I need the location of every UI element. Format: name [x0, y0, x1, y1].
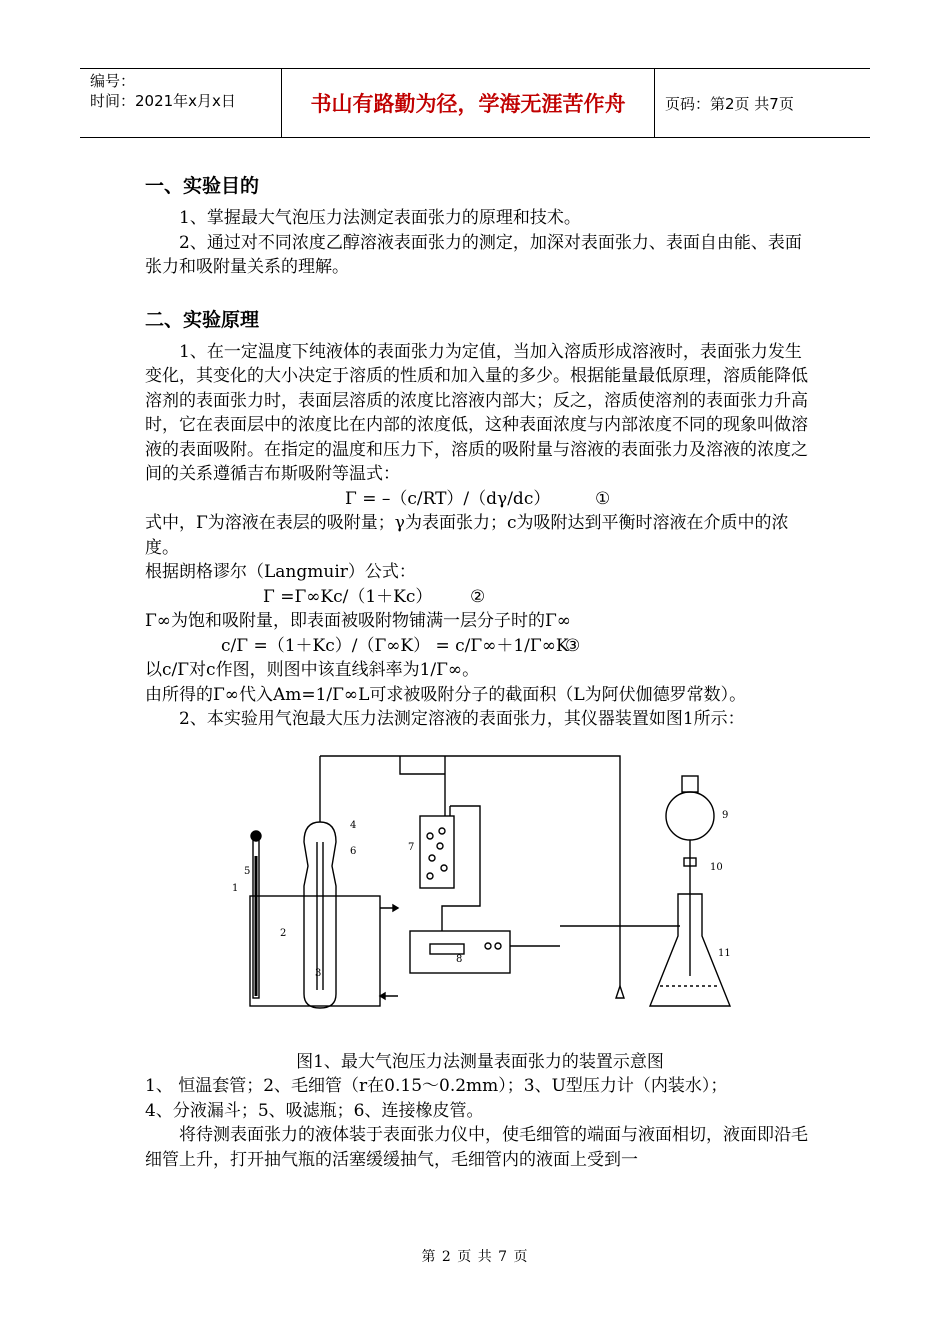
header-page-number: 页码：第2页 共7页: [665, 94, 794, 113]
diagram-label: 1: [232, 882, 239, 894]
diagram-label: 7: [408, 841, 415, 853]
paragraph: 1、掌握最大气泡压力法测定表面张力的原理和技术。: [179, 208, 581, 228]
apparatus-diagram: [220, 746, 740, 1046]
paragraph: 由所得的Γ∞代入Am=1/Γ∞L可求被吸附分子的截面积（L为阿伏伽德罗常数）。: [145, 684, 747, 705]
diagram-label: 4: [350, 819, 357, 831]
formula-number: ①: [595, 488, 611, 509]
diagram-label: 11: [718, 947, 731, 959]
formula-2: [145, 585, 815, 610]
paragraph: 2、本实验用气泡最大压力法测定溶液的表面张力，其仪器装置如图1所示：: [179, 709, 745, 729]
formula-text: c/Γ =（1＋Kc）/（Γ∞K） = c/Γ∞＋1/Γ∞K: [221, 635, 569, 656]
figure-caption: 图1、最大气泡压力法测量表面张力的装置示意图: [296, 1051, 664, 1072]
diagram-label: 3: [315, 967, 322, 979]
formula-3: [145, 634, 815, 659]
formula-number: ③: [565, 635, 581, 656]
figure-legend: 1、 恒温套管；2、毛细管（r在0.15～0.2mm）；3、U型压力计（内装水）；: [145, 1076, 728, 1096]
figure-legend: 4、分液漏斗；5、吸滤瓶；6、连接橡皮管。: [145, 1100, 484, 1121]
diagram-label: 5: [244, 865, 251, 877]
time-label: 时间：2021年x月x日: [90, 92, 236, 110]
paragraph: 将待测表面张力的液体装于表面张力仪中，使毛细管的端面与液面相切，液面即沿毛细管上升，打开抽气瓶的活塞缓缓抽气，毛细管内的液面上受到一: [145, 1125, 808, 1170]
page-header: [80, 68, 870, 138]
paragraph: 根据朗格谬尔（Langmuir）公式：: [145, 562, 416, 582]
diagram-label: 6: [350, 845, 357, 857]
paragraph: 1、在一定温度下纯液体的表面张力为定值，当加入溶质形成溶液时，表面张力发生变化，其变化的大小决定于溶质的性质和加入量的多少。根据能量最低原理，溶质能降低溶剂的表面张力时，表面层溶质的浓度比溶液内部大；反之，溶质使溶剂的表面张力升高时，它在表面层中的浓度比在内部的浓度低，这种表面浓度与内部浓度不同的现象叫做溶液的表面吸附。在指定的温度和压力下，溶质的吸附量与溶液的表面张力及溶液的浓度之间的关系遵循吉布斯吸附等温式：: [145, 341, 808, 484]
paragraph: 2、通过对不同浓度乙醇溶液表面张力的测定，加深对表面张力、表面自由能、表面张力和吸附量关系的理解。: [145, 232, 802, 277]
formula-text: Γ =Γ∞Kc/（1＋Kc）: [263, 586, 433, 607]
paragraph: 以c/Γ对c作图，则图中该直线斜率为1/Γ∞。: [145, 660, 480, 680]
document-body: [145, 172, 815, 1172]
paragraph: 式中，Γ为溶液在表层的吸附量；γ为表面张力；c为吸附达到平衡时溶液在介质中的浓度。: [145, 513, 789, 558]
formula-1: [145, 487, 815, 512]
header-motto: 书山有路勤为径，学海无涯苦作舟: [282, 69, 655, 137]
diagram-label: 10: [710, 861, 723, 873]
formula-text: Γ = –（c/RT）/（dγ/dc）: [345, 488, 551, 509]
paragraph: Γ∞为饱和吸附量，即表面被吸附物铺满一层分子时的Γ∞: [145, 611, 571, 631]
diagram-label: 2: [280, 927, 287, 939]
header-meta: [80, 69, 282, 137]
formula-number: ②: [470, 586, 486, 607]
section-title-principle: 二、实验原理: [145, 308, 260, 331]
diagram-label: 8: [456, 953, 463, 965]
diagram-label: 9: [722, 809, 729, 821]
code-label: 编号：: [90, 72, 136, 90]
section-title-purpose: 一、实验目的: [145, 175, 260, 197]
page-footer: 第 2 页 共 7 页: [421, 1249, 529, 1265]
